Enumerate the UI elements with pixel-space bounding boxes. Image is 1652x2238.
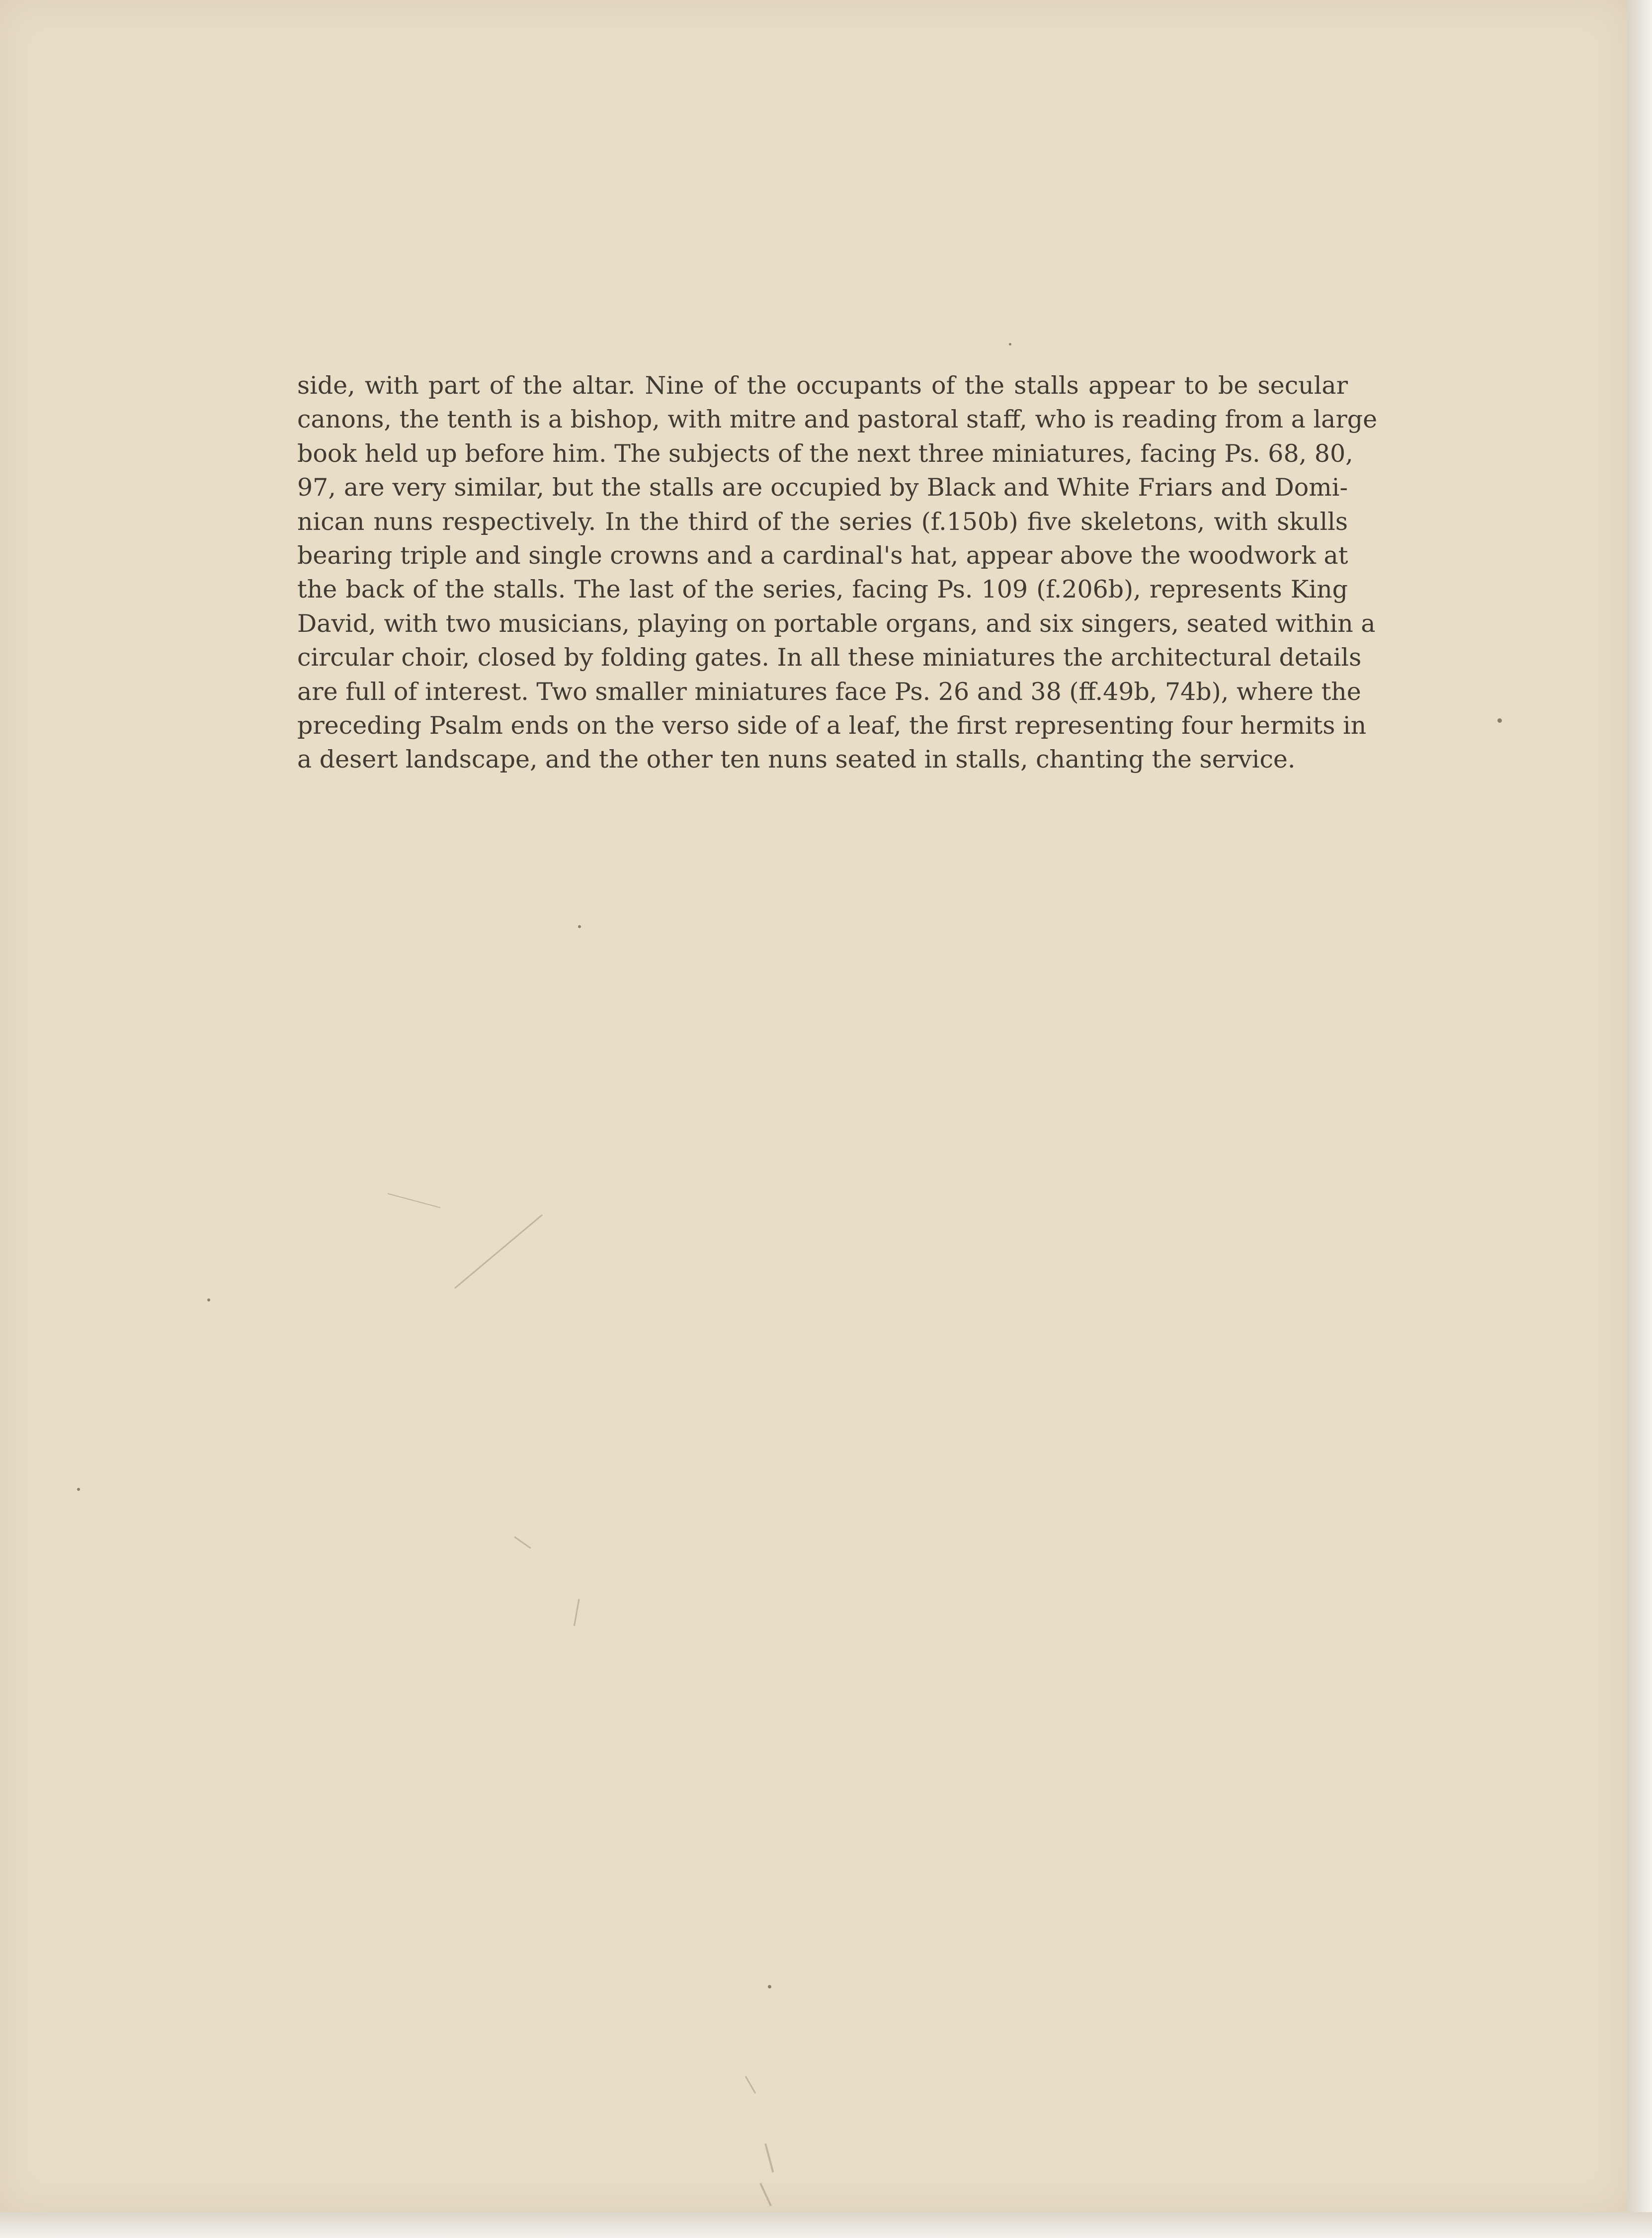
- text-line-5: nican nuns respectively. In the third of the series (f.150b) five skeletons, with skulls: [297, 507, 1348, 536]
- text-line-6: bearing triple and single crowns and a cardinal's hat, appear above the woodwork at: [297, 541, 1348, 570]
- paper-speck: [578, 925, 581, 928]
- text-line-11: preceding Psalm ends on the verso side of a leaf, the first representing four hermits in: [297, 711, 1367, 740]
- text-line-7: the back of the stalls. The last of the series, facing Ps. 109 (f.206b), represents King: [297, 575, 1348, 604]
- paper-scratch: [388, 1193, 441, 1208]
- paper-scratch: [514, 1536, 531, 1549]
- paper-speck: [207, 1298, 210, 1301]
- text-line-2: canons, the tenth is a bishop, with mitre and pastoral staff, who is reading from a large: [297, 405, 1378, 434]
- text-line-1: side, with part of the altar. Nine of the occupants of the stalls appear to be secular: [297, 371, 1348, 400]
- paper-scratch: [764, 2143, 774, 2172]
- page-edge-shadow: [1627, 0, 1652, 2238]
- paper-speck: [1009, 343, 1011, 345]
- text-line-9: circular choir, closed by folding gates. In all these miniatures the architectural details: [297, 643, 1362, 672]
- paper-scratch: [745, 2076, 756, 2094]
- paper-speck: [768, 1985, 771, 1988]
- body-paragraph: [297, 369, 1378, 777]
- page-edge-shadow-bottom: [0, 2212, 1652, 2238]
- text-line-8: David, with two musicians, playing on portable organs, and six singers, seated within a: [297, 609, 1376, 638]
- paper-scratch: [574, 1599, 580, 1626]
- text-line-3: book held up before him. The subjects of the next three miniatures, facing Ps. 68, 80,: [297, 439, 1353, 468]
- paper-scratch: [454, 1214, 543, 1289]
- paper-speck: [77, 1488, 80, 1491]
- paper-speck: [1497, 718, 1502, 723]
- paper-scratch: [759, 2183, 772, 2206]
- text-line-12: a desert landscape, and the other ten nuns seated in stalls, chanting the service.: [297, 745, 1296, 774]
- text-line-10: are full of interest. Two smaller miniatures face Ps. 26 and 38 (ff.49b, 74b), where the: [297, 677, 1361, 706]
- text-line-4: 97, are very similar, but the stalls are occupied by Black and White Friars and Domi-: [297, 473, 1348, 502]
